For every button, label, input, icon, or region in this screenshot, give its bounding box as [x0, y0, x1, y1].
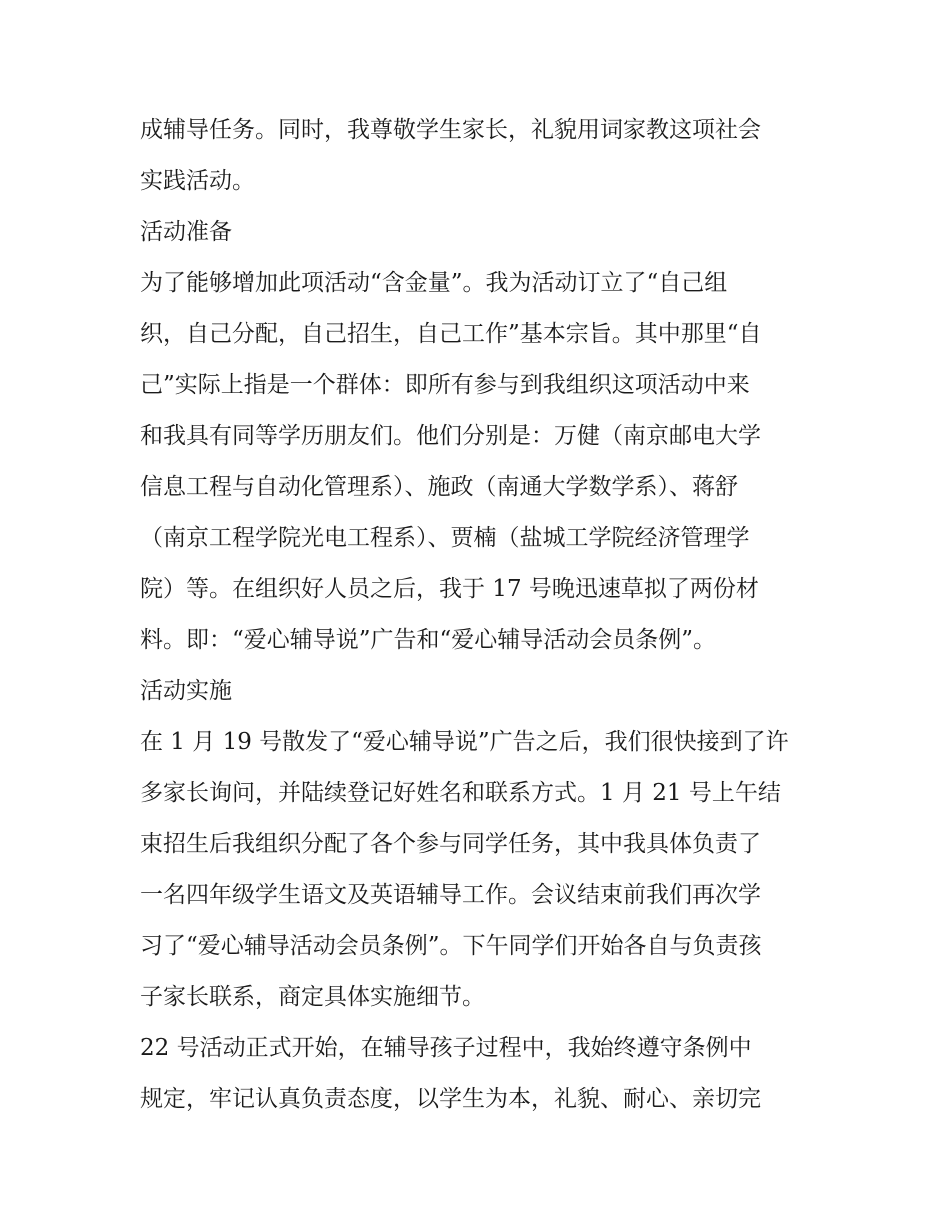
text-line: 规定，牢记认真负责态度，以学生为本，礼貌、耐心、亲切完 [140, 1086, 761, 1112]
text-line: 实践活动。 [140, 168, 255, 194]
text-line: 织，自己分配，自己招生，自己工作”基本宗旨。其中那里“自 [140, 321, 762, 347]
text-line: 己”实际上指是一个群体：即所有参与到我组织这项活动中来 [140, 372, 750, 398]
document-body [140, 108, 820, 1128]
section-heading: 活动准备 [140, 219, 232, 245]
text-line: 料。即：“爱心辅导说”广告和“爱心辅导活动会员条例”。 [140, 627, 717, 653]
text-line: 成辅导任务。同时，我尊敬学生家长，礼貌用词家教这项社会 [140, 117, 761, 143]
text-line: 子家长联系，商定具体实施细节。 [140, 984, 485, 1010]
text-line: 多家长询问，并陆续登记好姓名和联系方式。1 月 21 号上午结 [140, 780, 781, 806]
text-line: 在 1 月 19 号散发了“爱心辅导说”广告之后，我们很快接到了许 [140, 729, 789, 755]
text-line: 22 号活动正式开始，在辅导孩子过程中，我始终遵守条例中 [140, 1035, 752, 1061]
text-line: 和我具有同等学历朋友们。他们分别是：万健（南京邮电大学 [140, 423, 761, 449]
text-line: 院）等。在组织好人员之后，我于 17 号晚迅速草拟了两份材 [140, 576, 759, 602]
text-line: 信息工程与自动化管理系）、施政（南通大学数学系）、蒋舒 [140, 474, 738, 500]
section-heading: 活动实施 [140, 678, 232, 704]
text-line: （南京工程学院光电工程系）、贾楠（盐城工学院经济管理学 [140, 525, 750, 551]
text-line: 习了“爱心辅导活动会员条例”。下午同学们开始各自与负责孩 [140, 933, 762, 959]
text-line: 束招生后我组织分配了各个参与同学任务，其中我具体负责了 [140, 831, 761, 857]
text-line: 为了能够增加此项活动“含金量”。我为活动订立了“自己组 [140, 270, 728, 296]
text-line: 一名四年级学生语文及英语辅导工作。会议结束前我们再次学 [140, 882, 761, 908]
